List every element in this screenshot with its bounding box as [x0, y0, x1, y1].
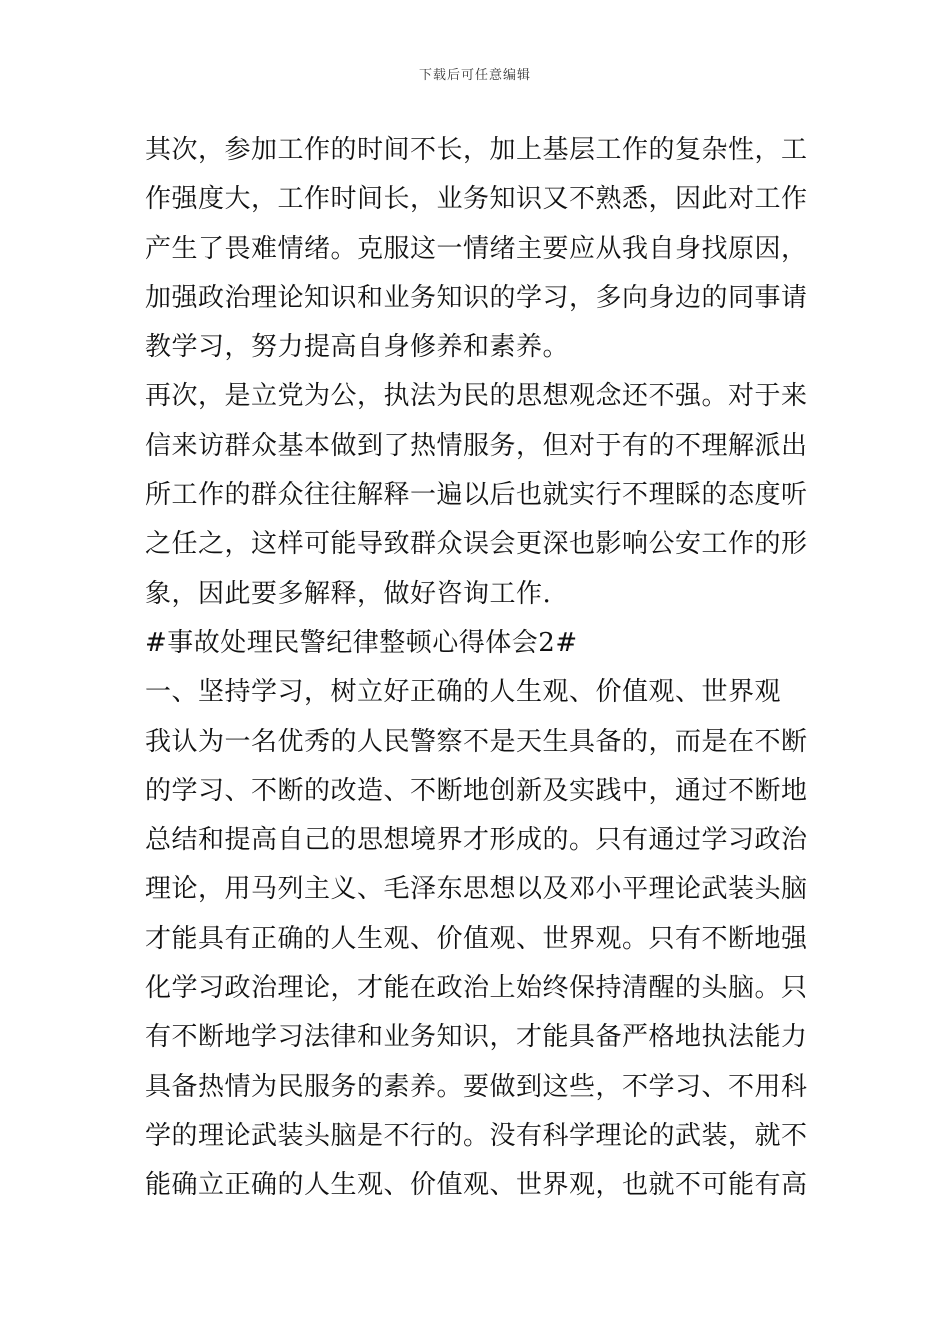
text-line: 我认为一名优秀的人民警察不是天生具备的，而是在不断 — [145, 726, 808, 757]
text-line: 化学习政治理论，才能在政治上始终保持清醒的头脑。只 — [145, 973, 808, 1004]
text-line: 的学习、不断的改造、不断地创新及实践中，通过不断地 — [145, 775, 808, 806]
text-line: 信来访群众基本做到了热情服务，但对于有的不理解派出 — [145, 430, 808, 461]
text-line: 象，因此要多解释，做好咨询工作. — [145, 578, 552, 609]
text-line: 加强政治理论知识和业务知识的学习，多向身边的同事请 — [145, 282, 808, 313]
text-line: 有不断地学习法律和业务知识，才能具备严格地执法能力 — [145, 1022, 808, 1053]
text-line: 所工作的群众往往解释一遍以后也就实行不理睬的态度听 — [145, 480, 808, 511]
text-line: 之任之，这样可能导致群众误会更深也影响公安工作的形 — [145, 529, 808, 560]
text-line: 学的理论武装头脑是不行的。没有科学理论的武装，就不 — [145, 1120, 808, 1151]
page-header: 下载后可任意编辑 — [418, 68, 531, 83]
text-line: 教学习，努力提高自身修养和素养。 — [145, 332, 570, 363]
document-body — [145, 126, 810, 1211]
text-line: 理论，用马列主义、毛泽东思想以及邓小平理论武装头脑 — [145, 874, 808, 905]
text-line: 再次，是立党为公，执法为民的思想观念还不强。对于来 — [145, 381, 808, 412]
text-line: 才能具有正确的人生观、价值观、世界观。只有不断地强 — [145, 923, 808, 954]
text-line: 其次，参加工作的时间不长，加上基层工作的复杂性，工 — [145, 135, 808, 165]
text-line: 能确立正确的人生观、价值观、世界观，也就不可能有高 — [145, 1170, 808, 1201]
text-line: 具备热情为民服务的素养。要做到这些，不学习、不用科 — [145, 1071, 808, 1102]
text-line: 作强度大，工作时间长，业务知识又不熟悉，因此对工作 — [145, 184, 808, 215]
text-line: 产生了畏难情绪。克服这一情绪主要应从我自身找原因， — [145, 233, 808, 264]
section-heading: #事故处理民警纪律整顿心得体会2# — [145, 627, 578, 658]
subsection-heading: 一、坚持学习，树立好正确的人生观、价值观、世界观 — [145, 677, 782, 708]
text-line: 总结和提高自己的思想境界才形成的。只有通过学习政治 — [145, 825, 808, 856]
